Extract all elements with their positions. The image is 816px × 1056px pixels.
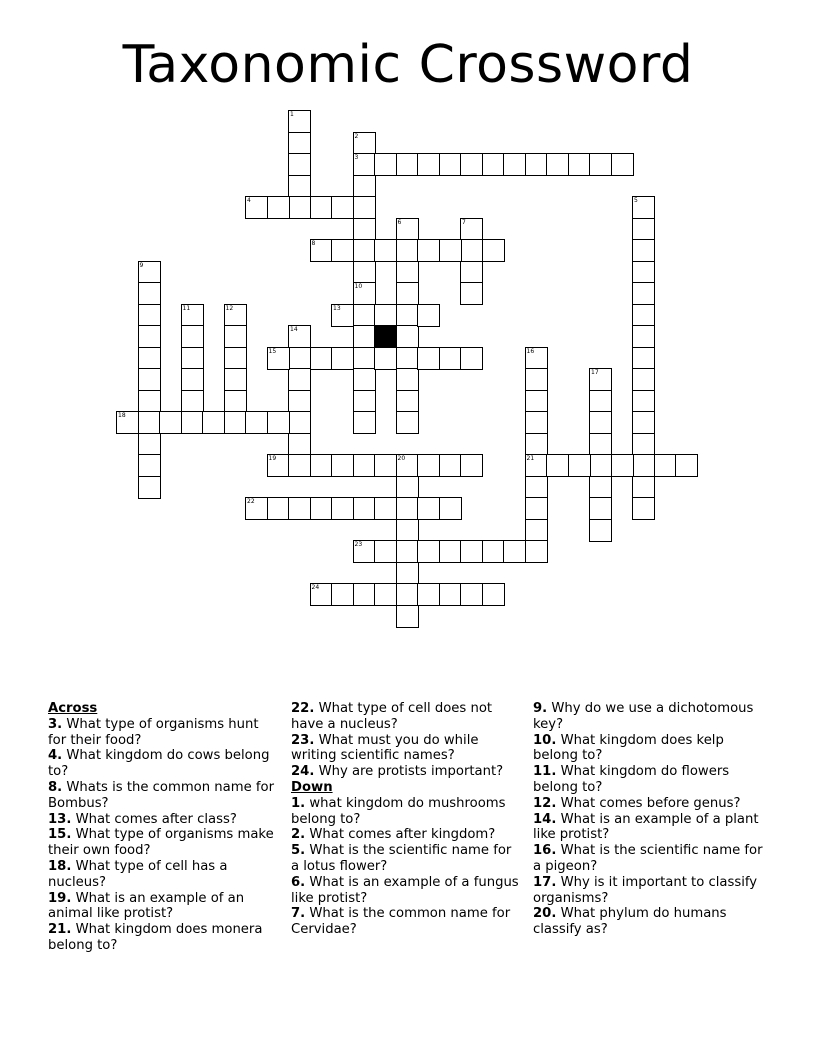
grid-cell[interactable] xyxy=(525,153,548,176)
clue-item xyxy=(533,843,765,875)
clue-number: 18. xyxy=(48,858,72,874)
grid-cell[interactable] xyxy=(310,347,333,370)
grid-cell[interactable] xyxy=(396,476,419,499)
clue-number-23: 23 xyxy=(354,541,363,548)
grid-cell[interactable] xyxy=(224,390,247,413)
clue-column-1 xyxy=(48,701,280,954)
clue-number-5: 5 xyxy=(634,197,638,204)
clue-text: What kingdom does monera belong to? xyxy=(48,922,263,953)
grid-cell[interactable] xyxy=(525,540,548,563)
grid-cell[interactable] xyxy=(138,411,161,434)
grid-cell[interactable] xyxy=(353,175,376,198)
grid-cell[interactable] xyxy=(353,325,376,348)
grid-cell[interactable] xyxy=(417,239,440,262)
grid-cell[interactable] xyxy=(460,347,483,370)
grid-cell[interactable] xyxy=(138,368,161,391)
clue-item xyxy=(48,827,280,859)
clue-number-7: 7 xyxy=(462,218,466,226)
grid-cell[interactable] xyxy=(632,218,655,241)
grid-cell[interactable] xyxy=(224,368,247,391)
grid-cell[interactable] xyxy=(525,497,548,520)
grid-cell[interactable] xyxy=(374,497,397,520)
grid-cell[interactable] xyxy=(310,239,333,262)
grid-cell[interactable] xyxy=(525,411,548,434)
grid-cell[interactable] xyxy=(396,583,419,606)
grid-cell[interactable] xyxy=(611,153,634,176)
clue-text: What type of cell does not have a nucleus? xyxy=(291,701,493,732)
clue-number-10: 10 xyxy=(354,283,363,290)
clue-item xyxy=(48,780,280,812)
grid-cell[interactable] xyxy=(353,196,376,219)
puzzle-title: Taxonomic Crossword xyxy=(122,35,694,95)
grid-cell[interactable] xyxy=(288,196,311,219)
grid-cell[interactable] xyxy=(288,497,311,520)
grid-cell[interactable] xyxy=(632,454,655,477)
clue-item xyxy=(533,764,765,796)
grid-cell[interactable] xyxy=(525,476,548,499)
clue-number-14: 14 xyxy=(290,326,298,333)
grid-cell[interactable] xyxy=(353,261,376,284)
clue-text: What kingdom does kelp belong to? xyxy=(533,732,724,764)
clue-number-17: 17 xyxy=(591,369,599,376)
grid-cell[interactable] xyxy=(589,497,612,520)
grid-cell[interactable] xyxy=(331,196,354,219)
clue-number: 13. xyxy=(48,811,72,827)
grid-cell[interactable] xyxy=(181,411,204,434)
grid-cell[interactable] xyxy=(525,368,548,391)
grid-cell[interactable] xyxy=(353,239,376,262)
clue-text: What is the scientific name for a pigeon? xyxy=(533,843,763,874)
clue-item xyxy=(48,812,280,828)
grid-cell[interactable] xyxy=(460,583,483,606)
clue-text: What is an example of an animal like protist? xyxy=(48,890,245,922)
clue-number-3: 3 xyxy=(354,154,359,161)
grid-cell[interactable] xyxy=(396,153,419,176)
grid-cell[interactable] xyxy=(310,583,333,606)
grid-cell[interactable] xyxy=(503,153,526,176)
grid-cell[interactable] xyxy=(138,454,161,477)
grid-cell[interactable] xyxy=(632,347,655,370)
grid-cell[interactable] xyxy=(589,390,612,413)
grid-cell[interactable] xyxy=(288,390,311,413)
clue-item xyxy=(48,748,280,780)
clue-text: What type of organisms make their own food? xyxy=(48,827,274,859)
grid-cell[interactable] xyxy=(632,196,655,219)
grid-cell[interactable] xyxy=(245,411,268,434)
clue-item xyxy=(48,891,280,923)
grid-cell[interactable] xyxy=(482,153,505,176)
grid-cell[interactable] xyxy=(288,175,311,198)
clue-number: 21. xyxy=(48,922,72,938)
grid-cell[interactable] xyxy=(181,325,204,348)
grid-cell[interactable] xyxy=(374,454,397,477)
grid-cell[interactable] xyxy=(245,196,268,219)
clue-number: 20. xyxy=(533,906,557,922)
clue-number: 14. xyxy=(533,811,557,827)
grid-cell[interactable] xyxy=(525,454,548,477)
clue-text: Why do we use a dichotomous key? xyxy=(533,701,754,732)
grid-cell[interactable] xyxy=(267,411,290,434)
grid-cell[interactable] xyxy=(288,132,311,155)
grid-cell[interactable] xyxy=(181,347,204,370)
clue-text: Whats is the common name for Bombus? xyxy=(48,779,275,811)
grid-cell[interactable] xyxy=(202,411,225,434)
clue-item xyxy=(291,843,523,875)
grid-cell[interactable] xyxy=(460,540,483,563)
clue-number: 24. xyxy=(291,764,315,780)
grid-cell[interactable] xyxy=(546,454,569,477)
grid-cell[interactable] xyxy=(331,583,354,606)
grid-cell[interactable] xyxy=(589,368,612,391)
clue-number: 22. xyxy=(291,701,315,716)
grid-cell[interactable] xyxy=(460,218,483,241)
grid-cell[interactable] xyxy=(288,433,311,456)
grid-cell[interactable] xyxy=(439,540,462,563)
clue-number: 12. xyxy=(533,795,557,811)
clue-number: 19. xyxy=(48,890,72,906)
grid-cell[interactable] xyxy=(310,497,333,520)
grid-cell[interactable] xyxy=(396,540,419,563)
grid-cell[interactable] xyxy=(417,454,440,477)
clue-item xyxy=(533,812,765,844)
grid-cell[interactable] xyxy=(632,239,655,262)
grid-cell[interactable] xyxy=(267,196,290,219)
grid-cell[interactable] xyxy=(224,304,247,327)
grid-cell[interactable] xyxy=(288,110,311,133)
clue-number: 15. xyxy=(48,827,72,843)
clue-item xyxy=(291,875,523,907)
grid-cell[interactable] xyxy=(632,325,655,348)
clue-column-3 xyxy=(533,701,765,938)
grid-cell[interactable] xyxy=(589,519,612,542)
clue-item xyxy=(533,875,765,907)
grid-cell[interactable] xyxy=(417,540,440,563)
grid-cell[interactable] xyxy=(632,476,655,499)
grid-cell[interactable] xyxy=(417,583,440,606)
clue-item xyxy=(48,717,280,749)
grid-cell[interactable] xyxy=(159,411,182,434)
clue-number-11: 11 xyxy=(182,304,191,312)
grid-cell[interactable] xyxy=(460,454,483,477)
clue-number-8: 8 xyxy=(311,240,316,247)
clue-item xyxy=(533,906,765,938)
grid-cell[interactable] xyxy=(181,304,204,327)
clue-number: 1. xyxy=(291,795,306,811)
grid-cell[interactable] xyxy=(374,304,397,327)
grid-cell[interactable] xyxy=(288,153,311,176)
clue-number: 9. xyxy=(533,701,548,716)
grid-cell[interactable] xyxy=(310,454,333,477)
grid-cell[interactable] xyxy=(417,347,440,370)
clue-item xyxy=(291,827,523,843)
grid-cell[interactable] xyxy=(288,454,311,477)
clue-number-6: 6 xyxy=(397,218,402,226)
clue-item xyxy=(48,859,280,891)
grid-cell[interactable] xyxy=(353,132,376,155)
clue-text: What comes before genus? xyxy=(556,795,741,811)
grid-cell[interactable] xyxy=(138,282,161,305)
clue-number: 4. xyxy=(48,748,63,764)
grid-cell[interactable] xyxy=(396,347,419,370)
grid-cell[interactable] xyxy=(374,347,397,370)
grid-cell[interactable] xyxy=(267,454,290,477)
clue-number: 5. xyxy=(291,843,306,859)
grid-cell[interactable] xyxy=(224,411,247,434)
clue-number: 6. xyxy=(291,874,306,890)
clue-text: What is an example of a plant like protist? xyxy=(533,811,759,843)
grid-cell[interactable] xyxy=(568,153,591,176)
clue-text: What must you do while writing scientific names? xyxy=(291,732,479,764)
clue-number-9: 9 xyxy=(139,261,144,269)
grid-cell[interactable] xyxy=(288,347,311,370)
grid-cell[interactable] xyxy=(632,304,655,327)
clue-item xyxy=(291,764,523,780)
grid-cell[interactable] xyxy=(460,261,483,284)
grid-cell[interactable] xyxy=(374,540,397,563)
grid-cell[interactable] xyxy=(675,454,698,477)
grid-cell[interactable] xyxy=(353,411,376,434)
clue-number: 3. xyxy=(48,716,63,732)
grid-cell[interactable] xyxy=(589,476,612,499)
grid-cell[interactable] xyxy=(396,519,419,542)
grid-cell[interactable] xyxy=(632,411,655,434)
grid-cell[interactable] xyxy=(396,261,419,284)
grid-cell[interactable] xyxy=(632,368,655,391)
grid-cell[interactable] xyxy=(439,347,462,370)
grid-cell[interactable] xyxy=(396,304,419,327)
clue-number-4: 4 xyxy=(247,197,251,204)
clue-number: 23. xyxy=(291,732,315,748)
grid-cell[interactable] xyxy=(439,153,462,176)
grid-cell[interactable] xyxy=(374,153,397,176)
clue-number-15: 15 xyxy=(268,347,277,355)
clue-number: 2. xyxy=(291,827,306,843)
clue-item xyxy=(291,906,523,938)
grid-cell[interactable] xyxy=(417,497,440,520)
grid-cell[interactable] xyxy=(632,390,655,413)
grid-cell[interactable] xyxy=(396,325,419,348)
grid-cell[interactable] xyxy=(331,239,354,262)
clue-number-19: 19 xyxy=(268,455,277,462)
clue-number-2: 2 xyxy=(354,132,359,140)
grid-cell[interactable] xyxy=(331,454,354,477)
clue-number-18: 18 xyxy=(118,412,126,419)
grid-cell[interactable] xyxy=(460,282,483,305)
grid-cell[interactable] xyxy=(503,540,526,563)
clue-number: 11. xyxy=(533,764,557,780)
grid-cell[interactable] xyxy=(138,347,161,370)
grid-cell[interactable] xyxy=(439,454,462,477)
black-square xyxy=(374,325,397,348)
grid-cell[interactable] xyxy=(224,347,247,370)
clue-item xyxy=(48,922,280,954)
grid-cell[interactable] xyxy=(396,282,419,305)
grid-cell[interactable] xyxy=(632,282,655,305)
grid-cell[interactable] xyxy=(632,433,655,456)
clue-number: 8. xyxy=(48,779,63,795)
clue-number-21: 21 xyxy=(526,455,535,462)
clue-text: What kingdom do cows belong to? xyxy=(48,748,270,780)
grid-cell[interactable] xyxy=(353,454,376,477)
grid-cell[interactable] xyxy=(353,153,376,176)
clue-text: What kingdom do flowers belong to? xyxy=(533,764,730,795)
clue-column-2 xyxy=(291,701,523,938)
grid-cell[interactable] xyxy=(568,454,591,477)
grid-cell[interactable] xyxy=(396,454,419,477)
grid-cell[interactable] xyxy=(138,304,161,327)
grid-cell[interactable] xyxy=(288,411,311,434)
grid-cell[interactable] xyxy=(353,583,376,606)
clue-item xyxy=(291,701,523,733)
grid-cell[interactable] xyxy=(439,583,462,606)
grid-cell[interactable] xyxy=(331,497,354,520)
grid-cell[interactable] xyxy=(138,390,161,413)
grid-cell[interactable] xyxy=(589,153,612,176)
clue-text: What is the scientific name for a lotus flower? xyxy=(291,843,512,874)
grid-cell[interactable] xyxy=(396,411,419,434)
clue-text: What phylum do humans classify as? xyxy=(533,906,727,938)
clue-item xyxy=(533,733,765,765)
grid-cell[interactable] xyxy=(267,347,290,370)
grid-cell[interactable] xyxy=(353,497,376,520)
grid-cell[interactable] xyxy=(138,261,161,284)
grid-cell[interactable] xyxy=(417,304,440,327)
grid-cell[interactable] xyxy=(396,239,419,262)
grid-cell[interactable] xyxy=(353,304,376,327)
grid-cell[interactable] xyxy=(267,497,290,520)
grid-cell[interactable] xyxy=(288,368,311,391)
grid-cell[interactable] xyxy=(632,261,655,284)
grid-cell[interactable] xyxy=(310,196,333,219)
grid-cell[interactable] xyxy=(589,454,612,477)
grid-cell[interactable] xyxy=(374,239,397,262)
clue-text: What is an example of a fungus like protist? xyxy=(291,874,519,906)
grid-cell[interactable] xyxy=(374,583,397,606)
grid-cell[interactable] xyxy=(632,497,655,520)
clue-number: 10. xyxy=(533,732,557,748)
clue-item xyxy=(533,796,765,812)
clue-text: What type of cell has a nucleus? xyxy=(48,858,228,890)
clue-number-1: 1 xyxy=(290,111,294,118)
grid-cell[interactable] xyxy=(654,454,677,477)
grid-cell[interactable] xyxy=(460,153,483,176)
grid-cell[interactable] xyxy=(138,476,161,499)
across-heading: Across xyxy=(48,701,98,716)
clue-number: 16. xyxy=(533,843,557,859)
grid-cell[interactable] xyxy=(396,605,419,628)
clue-text: What type of organisms hunt for their food? xyxy=(48,716,259,748)
grid-cell[interactable] xyxy=(116,411,139,434)
grid-cell[interactable] xyxy=(525,390,548,413)
grid-cell[interactable] xyxy=(439,497,462,520)
grid-cell[interactable] xyxy=(439,239,462,262)
clue-number-20: 20 xyxy=(397,455,406,462)
grid-cell[interactable] xyxy=(482,583,505,606)
clue-text: what kingdom do mushrooms belong to? xyxy=(291,795,506,827)
clue-number-24: 24 xyxy=(311,584,320,591)
grid-cell[interactable] xyxy=(396,390,419,413)
clue-text: Why are protists important? xyxy=(314,764,504,780)
clue-text: What comes after class? xyxy=(71,811,237,827)
grid-cell[interactable] xyxy=(482,239,505,262)
grid-cell[interactable] xyxy=(181,368,204,391)
grid-cell[interactable] xyxy=(353,390,376,413)
grid-cell[interactable] xyxy=(611,454,634,477)
clue-number-22: 22 xyxy=(247,498,255,505)
grid-cell[interactable] xyxy=(525,433,548,456)
grid-cell[interactable] xyxy=(353,282,376,305)
clue-text: What is the common name for Cervidae? xyxy=(291,906,511,938)
clue-item xyxy=(291,796,523,828)
grid-cell[interactable] xyxy=(138,433,161,456)
grid-cell[interactable] xyxy=(353,218,376,241)
clue-number: 17. xyxy=(533,874,557,890)
grid-cell[interactable] xyxy=(546,153,569,176)
grid-cell[interactable] xyxy=(245,497,268,520)
grid-cell[interactable] xyxy=(331,347,354,370)
grid-cell[interactable] xyxy=(331,304,354,327)
clue-text: Why is it important to classify organisms? xyxy=(533,874,758,906)
clue-number-12: 12 xyxy=(225,304,234,312)
grid-cell[interactable] xyxy=(288,325,311,348)
grid-cell[interactable] xyxy=(417,153,440,176)
down-heading: Down xyxy=(291,779,333,795)
clue-number-13: 13 xyxy=(333,304,341,312)
grid-cell[interactable] xyxy=(525,347,548,370)
grid-cell[interactable] xyxy=(396,497,419,520)
grid-cell[interactable] xyxy=(460,239,483,262)
grid-cell[interactable] xyxy=(353,368,376,391)
clue-number-16: 16 xyxy=(526,347,535,355)
grid-cell[interactable] xyxy=(589,433,612,456)
grid-cell[interactable] xyxy=(396,562,419,585)
grid-cell[interactable] xyxy=(353,347,376,370)
clue-text: What comes after kingdom? xyxy=(305,827,496,843)
grid-cell[interactable] xyxy=(396,218,419,241)
grid-cell[interactable] xyxy=(181,390,204,413)
grid-cell[interactable] xyxy=(589,411,612,434)
clue-number: 7. xyxy=(291,906,306,922)
grid-cell[interactable] xyxy=(224,325,247,348)
grid-cell[interactable] xyxy=(138,325,161,348)
grid-cell[interactable] xyxy=(396,368,419,391)
clue-item xyxy=(291,733,523,765)
clue-item xyxy=(533,701,765,733)
grid-cell[interactable] xyxy=(482,540,505,563)
grid-cell[interactable] xyxy=(525,519,548,542)
grid-cell[interactable] xyxy=(353,540,376,563)
